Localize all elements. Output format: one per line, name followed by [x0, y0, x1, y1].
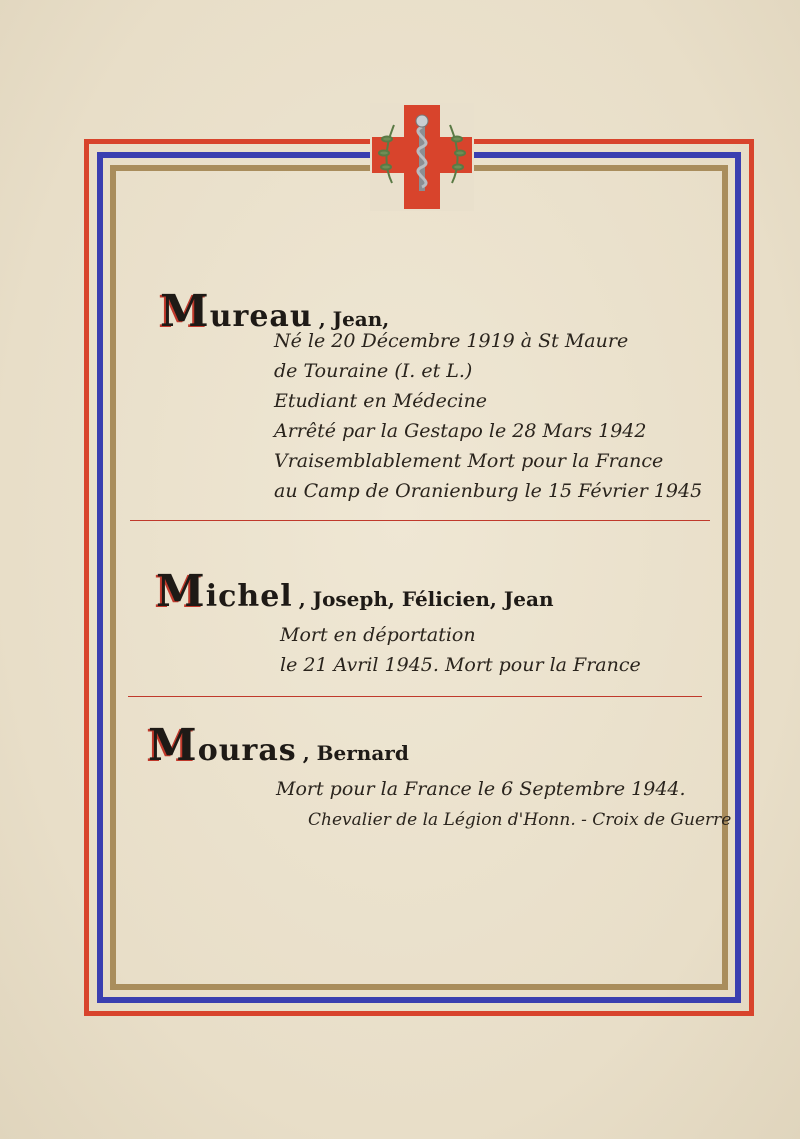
entry-2-line-2: le 21 Avril 1945. Mort pour la France	[280, 654, 641, 676]
entry-3-initial: M	[148, 720, 198, 771]
entry-1-surname: ureau	[209, 299, 313, 334]
entry-2-surname: ichel	[205, 579, 293, 614]
entry-2-given-names: , Joseph, Félicien, Jean	[298, 587, 554, 611]
entry-1-line-2: de Touraine (I. et L.)	[274, 360, 473, 382]
entry-1-line-5: Vraisemblablement Mort pour la France	[274, 450, 664, 472]
entry-3-name	[148, 720, 409, 771]
entry-1-initial: M	[160, 286, 210, 337]
entry-1-line-1: Né le 20 Décembre 1919 à St Maure	[274, 330, 629, 352]
entry-3-line-1: Mort pour la France le 6 Septembre 1944.	[276, 778, 686, 800]
separator-1	[130, 520, 710, 521]
entry-2-line-1: Mort en déportation	[280, 624, 476, 646]
entry-2-name	[156, 566, 554, 617]
entry-3-given-names: , Bernard	[302, 741, 409, 765]
entry-1-line-3: Etudiant en Médecine	[274, 390, 488, 412]
entry-3-surname: ouras	[197, 733, 297, 768]
entry-1-given-names: , Jean,	[318, 307, 390, 331]
memorial-content	[126, 180, 732, 980]
entry-1-line-4: Arrêté par la Gestapo le 28 Mars 1942	[274, 420, 647, 442]
entry-3-line-2: Chevalier de la Légion d'Honn. - Croix de Guerre	[308, 810, 732, 830]
entry-2-initial: M	[156, 566, 206, 617]
entry-1-line-6: au Camp de Oranienburg le 15 Février 1945	[274, 480, 703, 502]
separator-2	[128, 696, 702, 697]
